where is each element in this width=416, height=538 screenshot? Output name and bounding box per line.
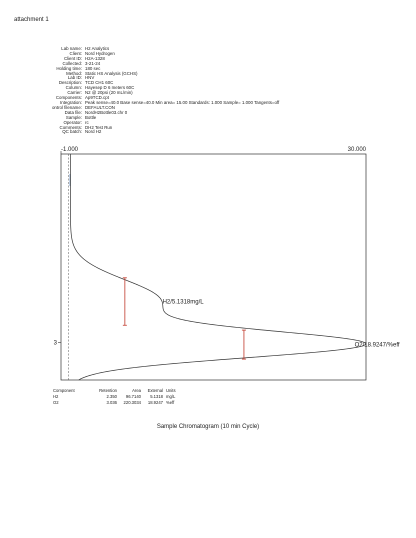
peak-label: H2/5.1318mg/L <box>162 299 204 306</box>
plot-frame <box>61 154 366 380</box>
results-header-cell: Retention <box>99 388 117 393</box>
header-field-key: Lab name: <box>61 46 82 51</box>
header-field-value: DEFAULT.CON <box>85 104 115 110</box>
header-field-key: Lab ID: <box>67 75 82 81</box>
results-header-cell: Units <box>166 388 176 393</box>
results-cell: %eff <box>166 400 175 405</box>
header-field-key: Method: <box>66 70 82 76</box>
results-cell: H2 <box>53 394 59 399</box>
results-row <box>53 394 186 399</box>
header-field-value: NordH2Bottle03.chr 0 <box>85 109 128 115</box>
results-cell: O2 <box>53 400 59 405</box>
header-field-value: rc <box>85 119 89 125</box>
header-field-value: Nord H2 <box>85 129 102 135</box>
header-field-value: Ap9TCD.cpt <box>85 95 109 101</box>
header-field-value: DH2 Test Run <box>85 124 113 130</box>
header-field-key: Carrier: <box>67 90 82 96</box>
results-header-cell: Component <box>53 388 75 393</box>
peak-label: O2/18.9247/%eff <box>354 342 400 349</box>
chromatogram-trace <box>70 154 365 380</box>
header-field-value: TCD CH1 60C <box>85 80 114 86</box>
header-field-value: Hayesep D 6 meters 60C <box>85 85 135 91</box>
results-cell: 3.036 <box>106 400 117 405</box>
header-field-value: H2A-1328 <box>85 55 105 61</box>
results-cell: mg/L <box>166 394 176 399</box>
header-field-key: Client ID: <box>63 55 82 61</box>
results-row <box>53 400 186 405</box>
header-field-key: Comments: <box>59 124 82 130</box>
header-field-value: HNV <box>85 75 95 81</box>
header-field-value: H2 Analytics <box>85 46 110 51</box>
header-field-key: QC batch: <box>62 129 82 135</box>
results-cell: 96.7140 <box>125 394 141 399</box>
results-cell: 220.3034 <box>123 400 141 405</box>
header-field-key: Operator: <box>63 119 82 125</box>
header-field-key: Collected: <box>62 60 82 66</box>
header-field-value: 180 sec <box>85 65 101 71</box>
header-field-key: ontrol filename: <box>51 104 82 110</box>
chart-caption: Sample Chromatogram (10 min Cycle) <box>156 424 260 430</box>
x-scale-label-left: -1.000 <box>61 147 79 153</box>
header-field-key: Holding time: <box>56 65 82 71</box>
x-scale-label-right: 30.000 <box>347 147 366 153</box>
results-header-cell: External <box>147 388 163 393</box>
results-table <box>53 388 186 405</box>
header-field-key: Data file: <box>64 109 82 115</box>
header-field-key: Integration: <box>60 99 82 105</box>
header-field-key: Description: <box>58 80 82 86</box>
header-field-value: N2 @ 20psi (20 mL/min) <box>85 90 133 96</box>
results-header-cell: Area <box>132 388 141 393</box>
header-field-value: Peak sense=40.0 Base sense=40.0 Min area= 15.00 Standards: 1.000 Sample= 1.000 Tangents=off <box>85 99 280 105</box>
header-field-value: 3-21-24 <box>85 60 101 66</box>
header-field-key: Column: <box>65 85 82 91</box>
results-cell: 2.350 <box>106 394 117 399</box>
attachment-label: attachment 1 <box>14 17 49 23</box>
header-field-value: Static HS Analysis (GCHS) <box>85 70 138 76</box>
results-cell: 5.1318 <box>150 394 163 399</box>
header-field-key: Components: <box>55 95 82 101</box>
results-cell: 18.9247 <box>147 400 163 405</box>
header-field-key: Client: <box>69 50 82 56</box>
y-tick-label: 3 <box>53 340 57 347</box>
header-field-value: Nord Hydrogen <box>85 50 115 56</box>
header-field-key: Sample: <box>65 114 82 120</box>
header-field-value: Bottle <box>85 114 97 120</box>
